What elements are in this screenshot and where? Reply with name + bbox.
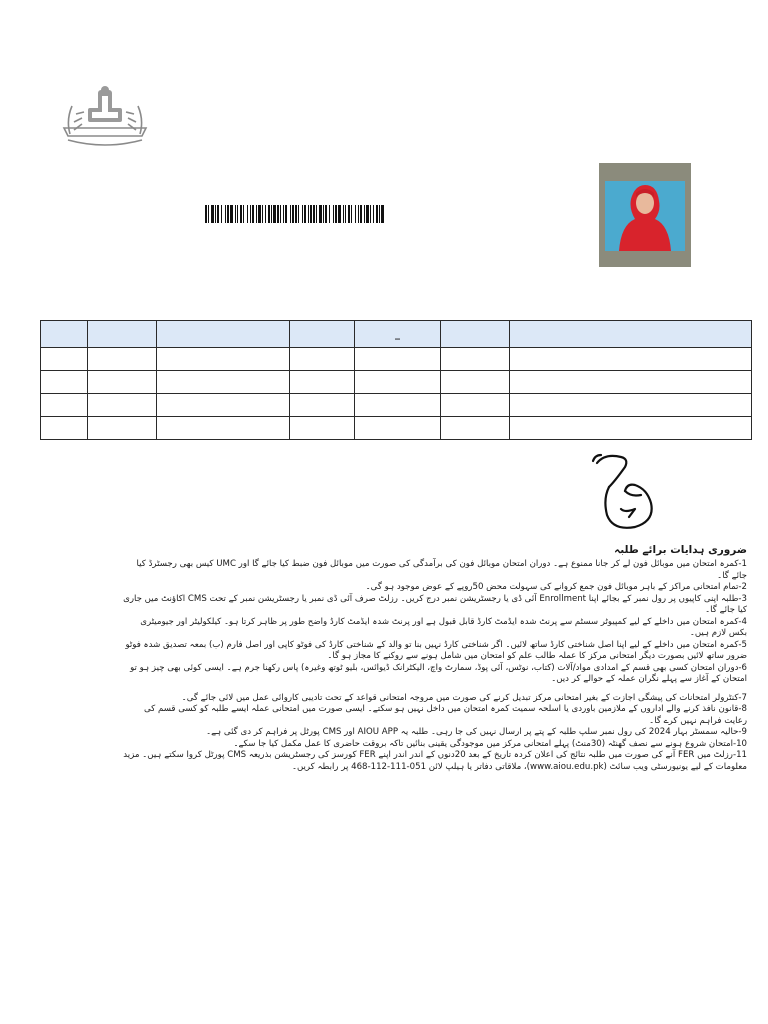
table-row (41, 417, 752, 440)
instruction-item: 11-رزلٹ میں FER آنے کی صورت میں طلبہ نتائج کی اعلان کردہ تاریخ کے بعد 20دنوں کے اندر اندر اپنے FER کورسز کی رجسٹریشن بذریعہ CMS پورٹل کروا سکتے ہیں۔ مزید معلومات کے لیے یونیورسٹی ویب سائٹ (www.aiou.edu.pk)، ملاقاتی دفاتر یا ہیلپ لائن 051-111-112-468 پر رابطہ کریں۔ (123, 750, 747, 772)
table-cell (510, 417, 752, 440)
table-cell (41, 394, 88, 417)
table-cell (88, 348, 157, 371)
instruction-item: 3-طلبہ اپنی کاپیوں پر رول نمبر کے بجائے اپنا Enrollment آئی ڈی یا رجسٹریشن نمبر درج کریں۔ رزلٹ صرف آئی ڈی نمبر یا رجسٹریشن نمبر کے تحت CMS اکاؤنٹ میں جاری کیا جائے گا۔ (123, 593, 747, 615)
student-photo (599, 163, 691, 267)
table-cell (41, 371, 88, 394)
instruction-item: 8-قانون نافذ کرنے والے اداروں کے ملازمین باوردی یا اسلحہ سمیت کمرہ امتحان میں داخل نہیں ہو سکتے۔ ایسی صورت میں امتحانی عملہ ایسے طلبہ کو کسی قسم کی رعایت فراہم نہیں کرے گا۔ (144, 704, 747, 726)
table-cell (510, 348, 752, 371)
handwritten-signature (585, 445, 665, 535)
table-cell (441, 371, 510, 394)
table-header-cell (157, 321, 290, 348)
table-cell (355, 371, 441, 394)
instruction-item: 10-امتحان شروع ہونے سے نصف گھنٹہ (30منٹ) پہلے امتحانی مرکز میں موجودگی یقینی بنائیں تاکہ بروقت حاضری کا عمل مکمل کیا جا سکے۔ (233, 738, 747, 749)
table-cell (290, 348, 355, 371)
table-cell (157, 394, 290, 417)
details-table (40, 320, 751, 440)
table-cell (290, 417, 355, 440)
instruction-item: 6-دوران امتحان کسی بھی قسم کے امدادی مواد/آلات (کتاب، نوٹس، آئی پوڈ، سمارٹ واچ، الیکٹرانک ڈیوائس، بلیو ٹوتھ وغیرہ) پاس رکھنا جرم ہے۔ ایسی کوئی بھی چیز ہو تو امتحان کے آغاز سے پہلے نگران عملہ کے حوالے کر دیں۔ (130, 662, 747, 684)
instructions-title: ضروری ہدایات برائے طلبہ (614, 544, 747, 556)
barcode-icon (205, 205, 385, 223)
table-cell (355, 417, 441, 440)
table-cell (88, 371, 157, 394)
table-cell (41, 417, 88, 440)
instruction-item: 1-کمرہ امتحان میں موبائل فون لے کر جانا ممنوع ہے۔ دوران امتحان موبائل فون کی برآمدگی کی صورت میں موبائل فون ضبط کیا جائے گا اور UMC کیس بھی رجسٹرڈ کیا جائے گا۔ (136, 559, 747, 581)
table-cell (88, 394, 157, 417)
table-cell (441, 417, 510, 440)
table-cell (355, 348, 441, 371)
table-header-cell (41, 321, 88, 348)
table-cell (510, 394, 752, 417)
instructions-section (120, 543, 747, 773)
table-row (41, 348, 752, 371)
table-header-row (41, 321, 752, 348)
instruction-item: 4-کمرہ امتحان میں داخلے کے لیے کمپیوٹر سسٹم سے پرنٹ شدہ ایڈمٹ کارڈ قابل قبول ہے اور پرنٹ شدہ ایڈمٹ کارڈ واضح طور پر ظاہر کرتا ہو۔ کیلکولیٹر اور جیومیٹری بکس لازم ہیں۔ (140, 616, 747, 638)
table-cell (290, 394, 355, 417)
table-cell (41, 348, 88, 371)
table-cell (88, 417, 157, 440)
instruction-item: 2-تمام امتحانی مراکز کے باہر موبائل فون جمع کروانے کی سہولت محض 50روپے کے عوض موجود ہو گی۔ (365, 582, 747, 592)
table-cell (441, 394, 510, 417)
table-header-cell (510, 321, 752, 348)
table-cell (157, 348, 290, 371)
table-header-cell: _ (355, 321, 441, 348)
table-cell (157, 417, 290, 440)
instruction-item: 5-کمرہ امتحان میں داخلے کے لیے اپنا اصل شناختی کارڈ ساتھ لائیں۔ اگر شناختی کارڈ نہیں بنا تو والد کے شناختی کارڈ کی فوٹو کاپی اور اصل فارم (ب) بمعہ تصدیق شدہ فوٹو ضرور ساتھ لائیں بصورت دیگر امتحانی مرکز کا عملہ طالب علم کو امتحان میں شامل ہونے سے روکنے کا مجاز ہو گا۔ (125, 639, 747, 661)
table-cell (290, 371, 355, 394)
table-cell (441, 348, 510, 371)
table-row (41, 394, 752, 417)
table-header-cell (290, 321, 355, 348)
table-cell (355, 394, 441, 417)
table-row (41, 371, 752, 394)
table-cell (510, 371, 752, 394)
instruction-item: 7-کنٹرولر امتحانات کی پیشگی اجازت کے بغیر امتحانی مرکز تبدیل کرنے کی صورت میں مروجہ امتحانی قواعد کے تحت تادیبی کاروائی عمل میں لائی جائے گی۔ (181, 692, 747, 703)
instruction-item: 9-حالیہ سمسٹر بہار 2024 کی رول نمبر سلپ طلبہ کے پتے پر ارسال نہیں کی جا رہی۔ طلبہ یہ AIOU APP اور CMS پورٹل پر فراہم کر دی گئی ہے۔ (206, 727, 747, 737)
university-crest-icon (62, 84, 148, 154)
table-header-cell (441, 321, 510, 348)
table-cell (157, 371, 290, 394)
table-header-cell (88, 321, 157, 348)
